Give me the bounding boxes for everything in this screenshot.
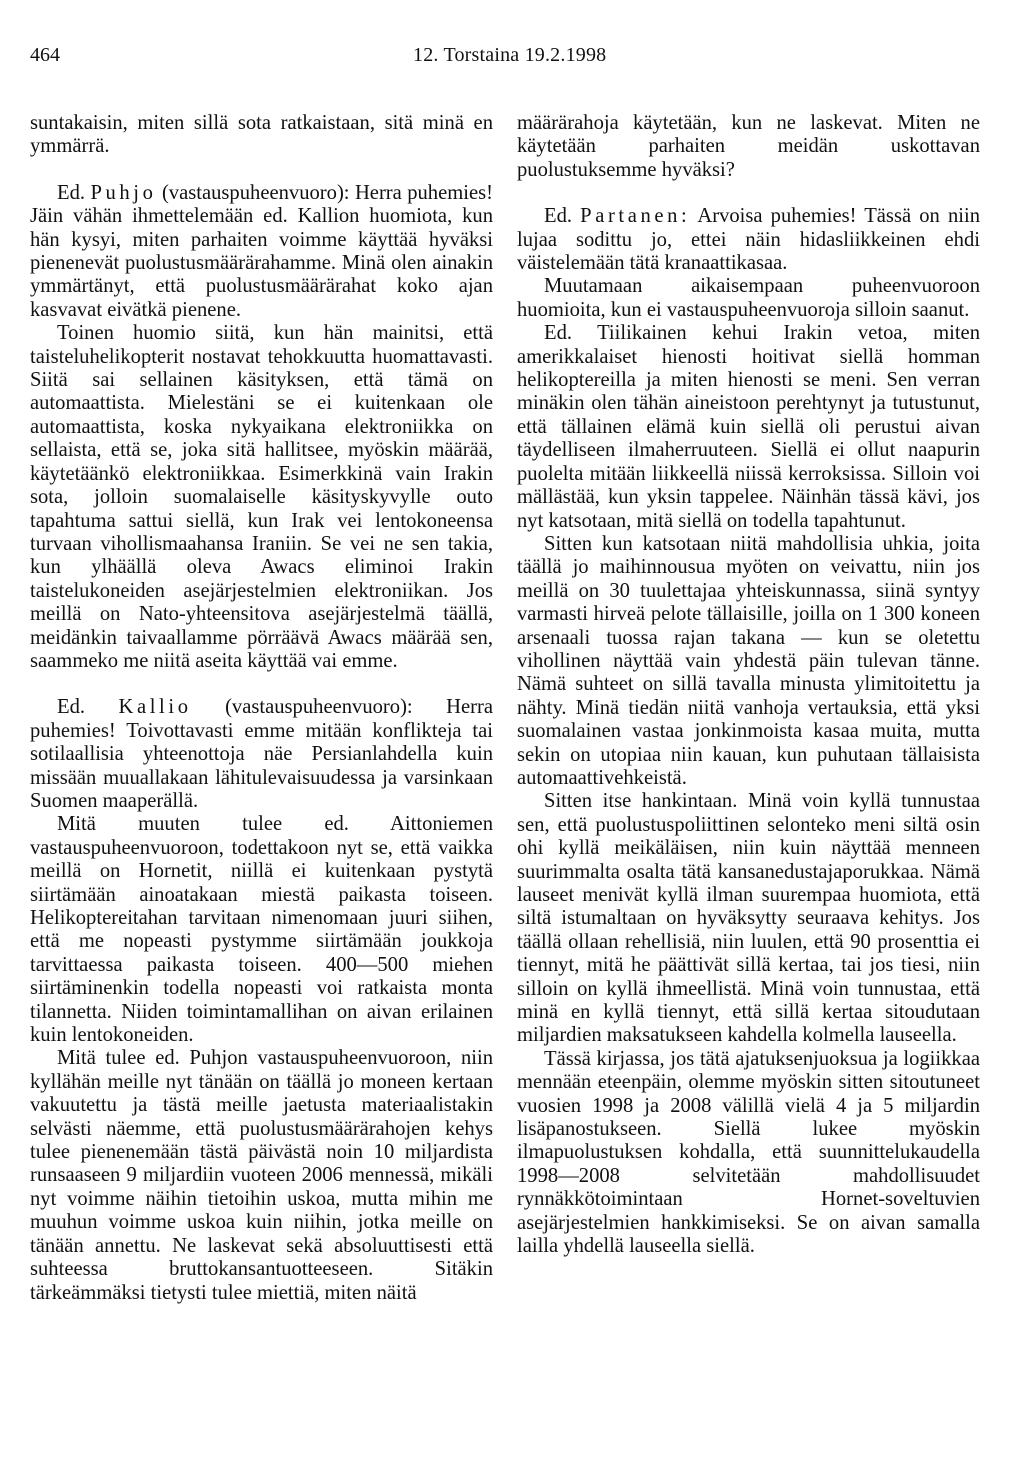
session-title: 12. Torstaina 19.2.1998 xyxy=(413,44,607,66)
speaker-name: Partanen: xyxy=(580,205,691,228)
speaker-prefix: Ed. xyxy=(544,205,573,228)
paragraph-text: (vastauspuheenvuoro): Herra puhemies! Jäin vähän ihmettelemään ed. Kallion huomiota, kun hän kysyi, miten parhaiten voimme käyttää hyväksi pienenevät puolustusmäärärahamme. Minä olen ainakin ymmärtänyt, että puolustusmäärärahat koko ajan kasvavat eivätkä pienene. xyxy=(30,181,494,321)
speaker-prefix: Ed. xyxy=(57,696,86,719)
paragraph: Sitten kun katsotaan niitä mahdollisia uhkia, joita täällä jo maihinnousua myöten on veivattu, niin jos meillä on 30 tuulettajaa yhteiskunnassa, siinä syntyy varmasti hirveä pelote tällaisille, joilla on 1 300 koneen arsenaali tuossa rajan takana — kun se oletettu vihollinen näyttää vain yhdestä päin tulevan tänne. Nämä suhteet on sillä tavalla minusta ylimitoitettu ja nähty. Minä tiedän niitä vanhoja vertauksia, että yksi suomalainen vastaa jonkinmoista kasaa muita, mutta sekin on utopiaa niin kauan, kun puhutaan tällaisista automaattivehkeistä. xyxy=(517,532,980,789)
paragraph: Mitä tulee ed. Puhjon vastauspuheenvuoroon, niin kyllähän meille nyt tänään on täällä jo moneen kertaan vakuutettu ja tästä meille jaetusta materiaalistakin selvästi näemme, että puolustusmäärärahojen kehys tulee pienenemään tästä päivästä noin 10 miljardista runsaaseen 9 miljardiin vuoteen 2006 mennessä, mikäli nyt voimme näihin tietoihin uskoa, mutta mihin me muuhun voimme uskoa kuin niihin, jotka meille on tänään annettu. Ne laskevat sekä absoluuttisesti että suhteessa bruttokansantuotteeseen. Sitäkin tärkeämmäksi tietysti tulee miettiä, miten näitä xyxy=(30,1047,493,1304)
paragraph-text: (vastauspuheenvuoro): Herra puhemies! Toivottavasti emme mitään konflikteja tai sotilaallisia yhteenottoja näe Persianlahdella kuin missään muuallakaan lähitulevaisuudessa ja varsinkaan Suomen maaperällä. xyxy=(30,696,493,812)
speaker-name: Kallio xyxy=(118,696,192,719)
paragraph: Muutamaan aikaisempaan puheenvuoroon huomioita, kun ei vastauspuheenvuoroja silloin saanut. xyxy=(517,275,980,321)
paragraph: Toinen huomio siitä, kun hän mainitsi, että taisteluhelikopterit nostavat tehokkuutta huomattavasti. Siitä sai sellainen käsityksen, että tämä on automaattista. Mielestäni se ei kuitenkaan ole automaattista, koska nykyaikana elektroniikka on sellaista, että se, joka sitä hallitsee, myöskin määrää, käytetäänkö elektroniikkaa. Esimerkkinä vain Irakin sota, jolloin suomalaiselle käsityskyvylle outo tapahtuma sattui siellä, kun Irak vei lentokoneensa turvaan vihollismaahansa Iraniin. Se vei ne sen takia, kun ylhäällä oleva Awacs eliminoi Irakin taistelukoneiden asejärjestelmien elektroniikan. Jos meillä on Nato-yhteensitova asejärjestelmä täällä, meidänkin taivaallamme pörräävä Awacs määrää sen, saammeko me niitä aseita käyttää vai emme. xyxy=(30,322,493,672)
left-column xyxy=(30,112,493,1305)
paragraph xyxy=(30,182,493,322)
right-column xyxy=(517,112,980,1259)
page-header xyxy=(30,44,980,74)
paragraph-text: Arvoisa puhemies! Tässä on niin lujaa sodittu jo, ettei näin hidasliikkeinen ehdi väistelemään tätä kranaattikasaa. xyxy=(517,205,980,275)
paragraph: Sitten itse hankintaan. Minä voin kyllä tunnustaa sen, että puolustuspoliittinen selonteko meni siltä osin ohi kyllä meikäläisen, niin kuin näyttää menneen suurimmalta osalta tätä kansanedustajaporukkaa. Nämä lauseet menivät kyllä ilman suurempaa huomiota, että siltä istumaltaan on hyväksytty seuraava kehitys. Jos täällä ollaan rehellisiä, niin luulen, että 90 prosenttia ei tiennyt, mitä he päättivät sillä kertaa, tai jos tiesi, niin silloin on kyllä ihmeellistä. Minä voin tunnustaa, että minä en kyllä tiennyt, että sillä kertaa sitoudutaan miljardien maksatukseen kahdella kolmella lauseella. xyxy=(517,790,980,1047)
paragraph: Tässä kirjassa, jos tätä ajatuksenjuoksua ja logiikkaa mennään eteenpäin, olemme myöskin sitten sitoutuneet vuosien 1998 ja 2008 välillä vielä 4 ja 5 miljardin lisäpanostukseen. Siellä lukee myöskin ilmapuolustuksen kohdalla, että suunnittelukaudella 1998—2008 selvitetään mahdollisuudet rynnäkkötoimintaan Hornet-soveltuvien asejärjestelmien hankkimiseksi. Se on aivan samalla lailla yhdellä lauseella siellä. xyxy=(517,1047,980,1258)
speaker-name: Puhjo xyxy=(90,181,157,204)
paragraph: Ed. Tiilikainen kehui Irakin vetoa, miten amerikkalaiset hienosti hoitivat siellä homman helikoptereilla ja miten hienosti se meni. Sen verran minäkin olen tähän aineistoon perehtynyt ja tutustunut, että tällainen elämä kuin siellä oli perustui aivan täydelliseen ilmaherruuteen. Siellä ei ollut naapurin puolelta mitään liikkeellä niissä kerroksissa. Silloin voi mällästää, kun yksin tappelee. Näinhän tässä kävi, jos nyt katsotaan, mitä siellä on todella tapahtunut. xyxy=(517,322,980,532)
paragraph xyxy=(517,205,980,275)
paragraph xyxy=(30,696,493,813)
paragraph: määrärahoja käytetään, kun ne laskevat. Miten ne käytetään parhaiten meidän uskottavan puolustuksemme hyväksi? xyxy=(517,112,980,181)
paragraph: Mitä muuten tulee ed. Aittoniemen vastauspuheenvuoroon, todettakoon nyt se, että vaikka meillä on Hornetit, niillä ei kuitenkaan pystytä siirtämään ainoatakaan miestä paikasta toiseen. Helikoptereitahan tarvitaan nimenomaan juuri siihen, että me nopeasti pystymme siirtämään joukkoja tarvittaessa paikasta toiseen. 400—500 miehen siirtäminenkin todella nopeasti voi ratkaista monta tilannetta. Niiden toimintamallihan on aivan erilainen kuin lentokoneiden. xyxy=(30,813,493,1047)
paragraph: suntakaisin, miten sillä sota ratkaistaan, sitä minä en ymmärrä. xyxy=(30,112,493,158)
page-number: 464 xyxy=(30,44,60,66)
speaker-prefix: Ed. xyxy=(57,181,86,204)
